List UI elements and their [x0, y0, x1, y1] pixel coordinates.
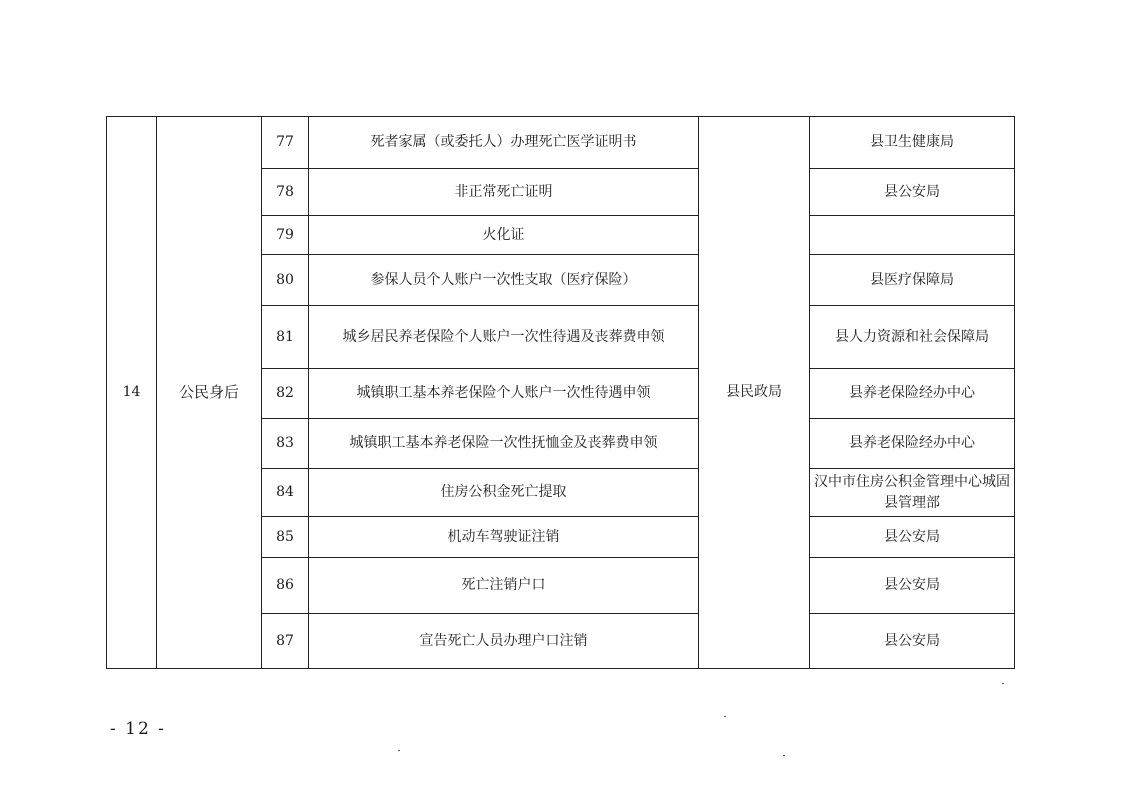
item-number: 78	[262, 169, 309, 216]
item-name: 机动车驾驶证注销	[309, 517, 699, 558]
item-name: 火化证	[309, 216, 699, 255]
item-number: 85	[262, 517, 309, 558]
item-name: 参保人员个人账户一次性支取（医疗保险）	[309, 255, 699, 306]
item-number: 77	[262, 117, 309, 169]
responsible-department: 县公安局	[810, 169, 1015, 216]
item-number: 79	[262, 216, 309, 255]
scan-speck	[724, 716, 726, 717]
responsible-department: 县养老保险经办中心	[810, 419, 1015, 469]
item-number: 80	[262, 255, 309, 306]
scan-speck	[783, 755, 785, 756]
item-number: 87	[262, 614, 309, 669]
responsible-department: 县人力资源和社会保障局	[810, 306, 1015, 369]
responsible-department: 汉中市住房公积金管理中心城固县管理部	[810, 469, 1015, 517]
item-name: 城镇职工基本养老保险个人账户一次性待遇申领	[309, 369, 699, 419]
services-table	[106, 116, 1015, 669]
item-number: 81	[262, 306, 309, 369]
responsible-department: 县公安局	[810, 517, 1015, 558]
group-number-cell: 14	[107, 117, 157, 669]
page-number: - 12 -	[110, 719, 166, 739]
responsible-department	[810, 216, 1015, 255]
lead-department-cell: 县民政局	[699, 117, 810, 669]
item-name: 住房公积金死亡提取	[309, 469, 699, 517]
item-number: 84	[262, 469, 309, 517]
responsible-department: 县卫生健康局	[810, 117, 1015, 169]
services-table-container	[106, 116, 1014, 668]
item-name: 宣告死亡人员办理户口注销	[309, 614, 699, 669]
responsible-department: 县公安局	[810, 558, 1015, 614]
item-name: 非正常死亡证明	[309, 169, 699, 216]
scan-speck	[1002, 683, 1004, 684]
item-name: 城镇职工基本养老保险一次性抚恤金及丧葬费申领	[309, 419, 699, 469]
responsible-department: 县医疗保障局	[810, 255, 1015, 306]
item-number: 83	[262, 419, 309, 469]
item-name: 城乡居民养老保险个人账户一次性待遇及丧葬费申领	[309, 306, 699, 369]
item-number: 86	[262, 558, 309, 614]
responsible-department: 县养老保险经办中心	[810, 369, 1015, 419]
responsible-department: 县公安局	[810, 614, 1015, 669]
group-name-cell: 公民身后	[157, 117, 262, 669]
item-number: 82	[262, 369, 309, 419]
item-name: 死亡注销户口	[309, 558, 699, 614]
scan-speck	[398, 750, 400, 751]
item-name: 死者家属（或委托人）办理死亡医学证明书	[309, 117, 699, 169]
table-row	[107, 117, 1015, 169]
